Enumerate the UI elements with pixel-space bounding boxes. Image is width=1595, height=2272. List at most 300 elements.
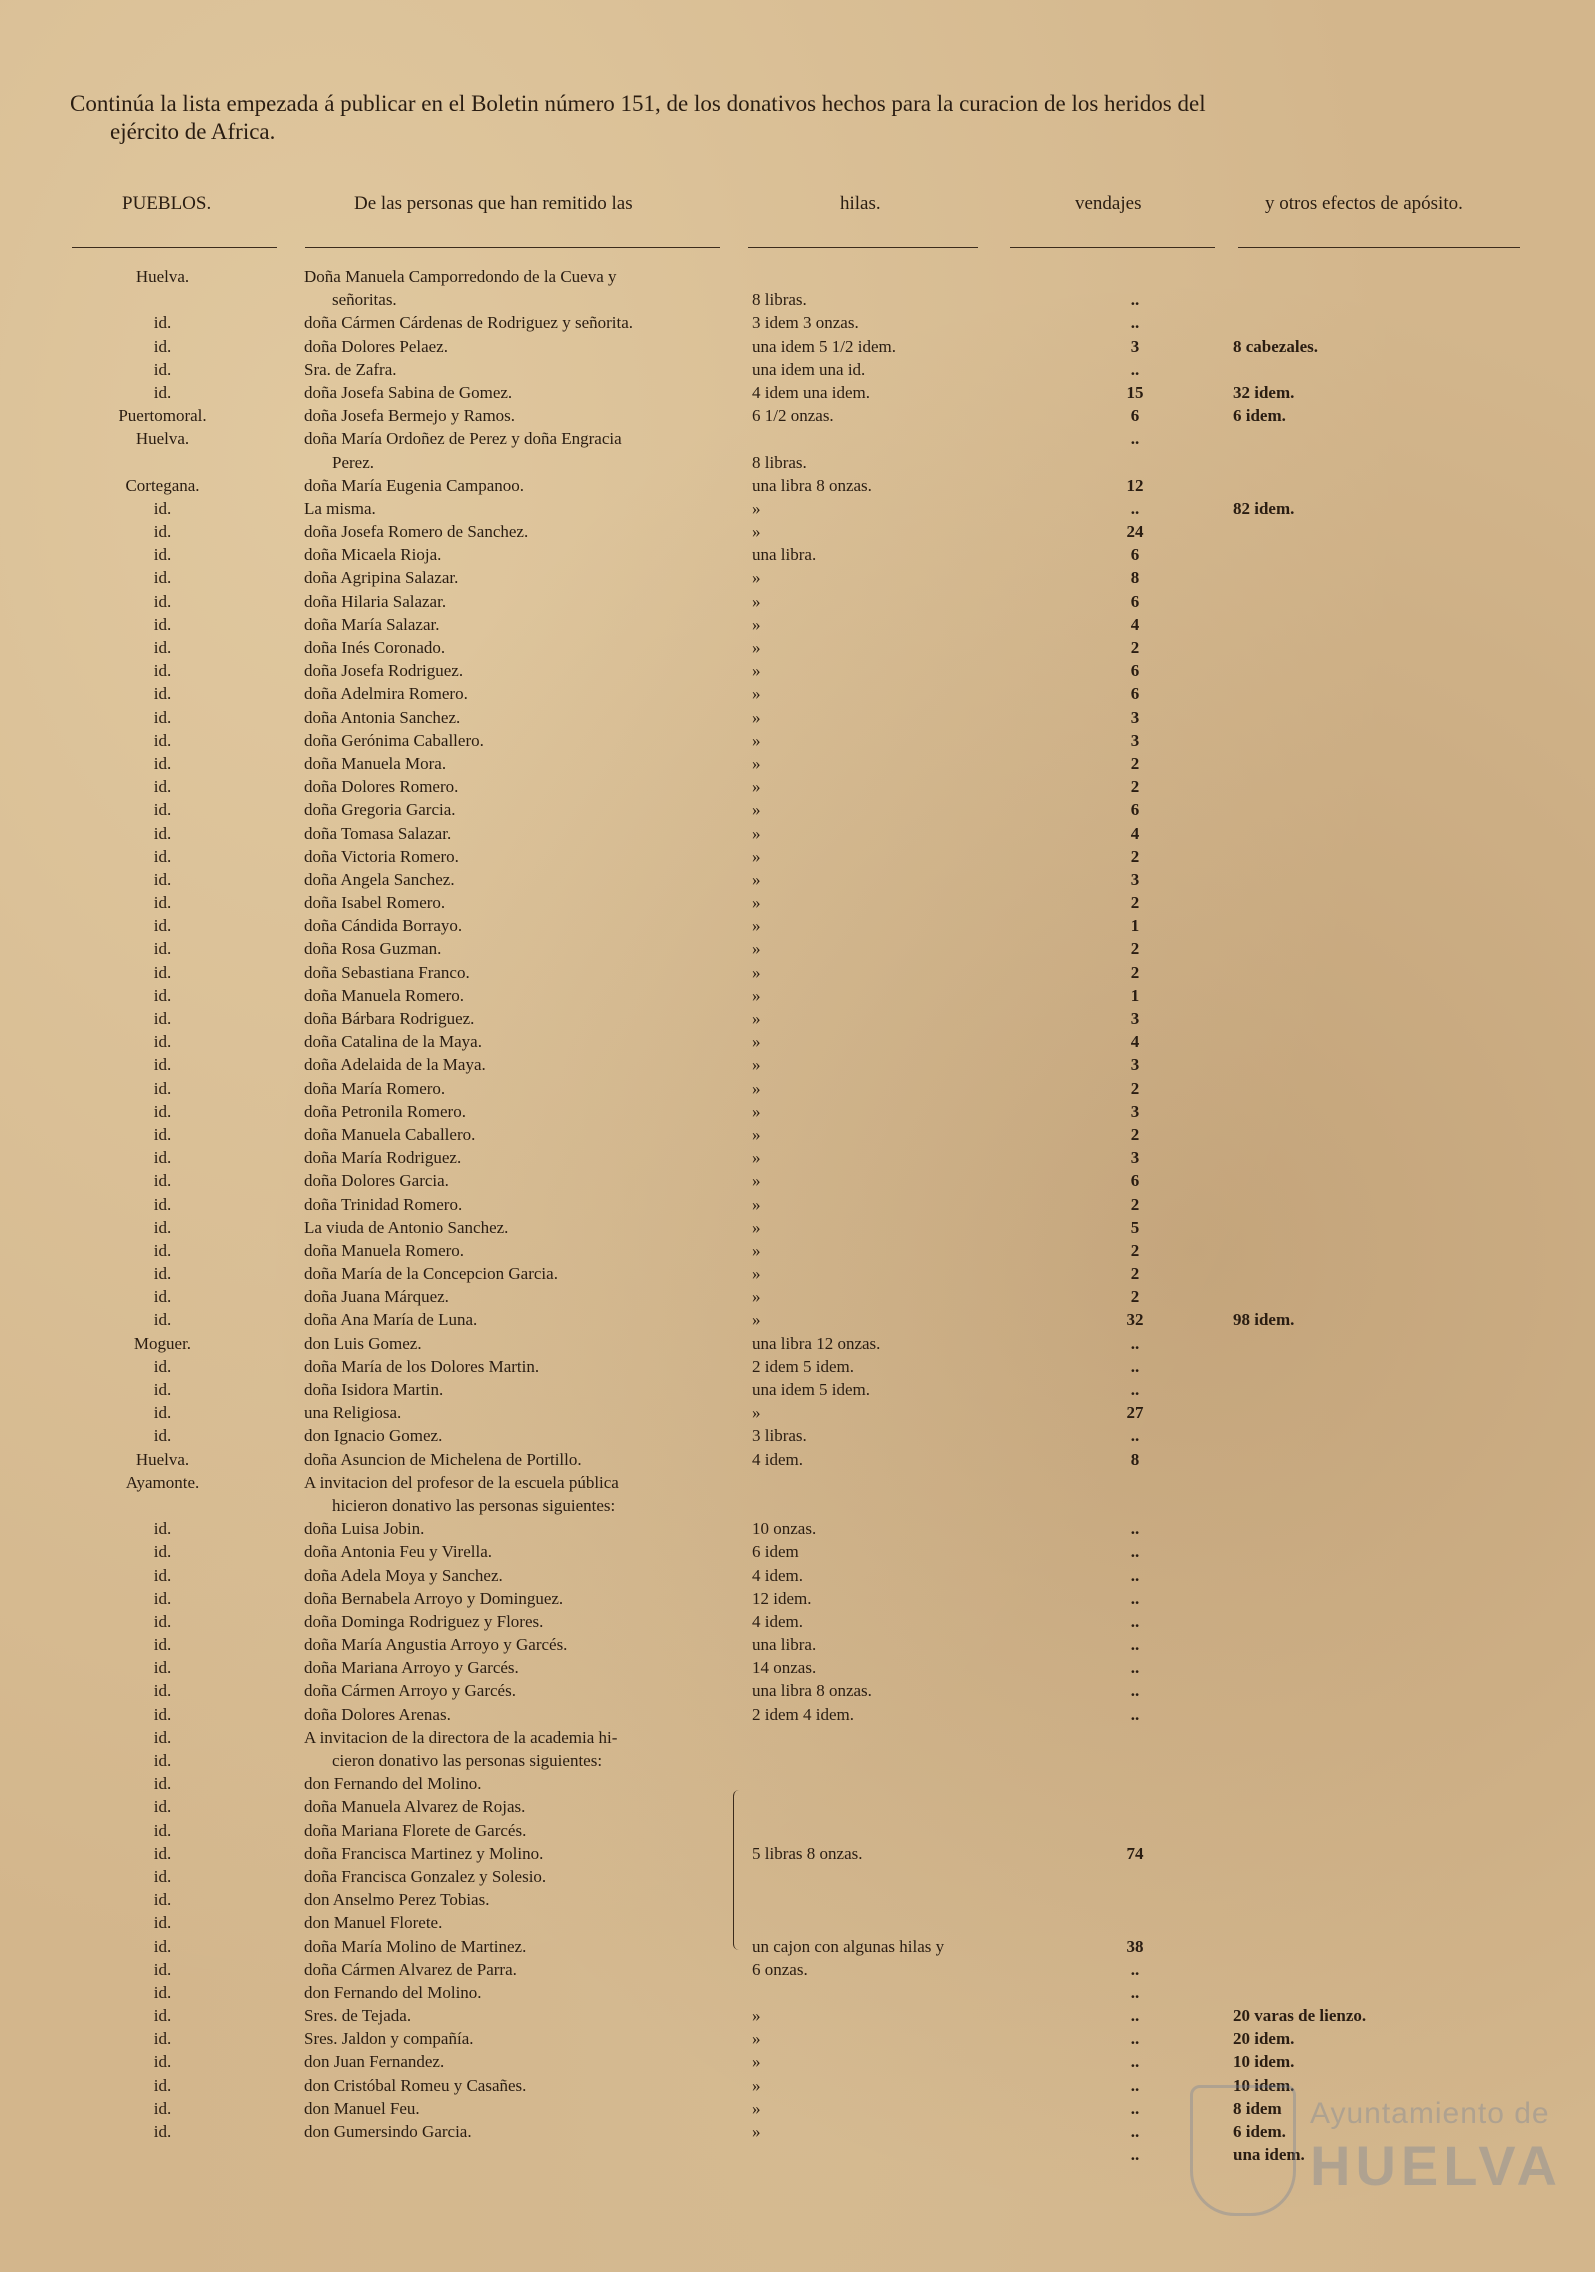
header-rule [748, 247, 978, 248]
table-row [0, 1564, 1595, 1587]
hilas-cell: » [752, 753, 761, 773]
pueblo-cell: id. [153, 1588, 172, 1608]
vendajes-cell: .. [1130, 1704, 1140, 1724]
donor-name-cell: doña Trinidad Romero. [304, 1194, 463, 1214]
donor-name-cell: doña Antonia Feu y Virella. [304, 1542, 492, 1562]
donor-name-cell: doña Sebastiana Franco. [304, 962, 470, 982]
vendajes-cell: .. [1130, 498, 1140, 518]
hilas-cell: 10 onzas. [752, 1519, 817, 1539]
vendajes-cell: 6 [1130, 406, 1140, 426]
hilas-cell: 3 libras. [752, 1426, 807, 1446]
table-row [0, 1100, 1595, 1123]
pueblo-cell: id. [153, 1611, 172, 1631]
vendajes-cell: .. [1130, 1681, 1140, 1701]
vendajes-cell: .. [1130, 2098, 1140, 2118]
donor-name-cell: doña Dolores Pelaez. [304, 336, 448, 356]
donor-name-cell: doña Cármen Alvarez de Parra. [304, 1959, 517, 1979]
table-row [0, 1077, 1595, 1100]
donor-name-cell: doña María Salazar. [304, 614, 440, 634]
pueblo-cell: id. [153, 684, 172, 704]
hilas-cell: 6 onzas. [752, 1959, 808, 1979]
hilas-cell: una libra. [752, 1635, 817, 1655]
vendajes-cell: 12 [1126, 475, 1144, 495]
table-row [0, 1169, 1595, 1192]
vendajes-cell: .. [1130, 1380, 1140, 1399]
donor-name-cell: doña Josefa Rodriguez. [304, 661, 464, 681]
donor-name-cell: doña Dominga Rodriguez y Flores. [304, 1611, 544, 1631]
donor-name-cell: doña Asuncion de Michelena de Portillo. [304, 1449, 582, 1469]
grouping-brace [733, 1790, 744, 1950]
vendajes-cell: 3 [1130, 1055, 1140, 1075]
table-row [0, 1865, 1595, 1888]
donor-name-cell: doña Dolores Arenas. [304, 1704, 451, 1724]
vendajes-cell: .. [1130, 1658, 1140, 1678]
vendajes-cell: 4 [1130, 1032, 1140, 1052]
table-row [0, 868, 1595, 891]
vendajes-cell: .. [1130, 1542, 1140, 1562]
donor-name-cell: don Manuel Florete. [304, 1913, 443, 1933]
donor-name-cell: Sres. Jaldon y compañía. [304, 2029, 474, 2049]
vendajes-cell: 3 [1130, 336, 1140, 356]
pueblo-cell: id. [153, 2122, 172, 2141]
hilas-cell: » [752, 568, 761, 588]
table-row [0, 636, 1595, 659]
pueblo-cell: id. [153, 707, 172, 727]
table-row [0, 311, 1595, 334]
table-row [0, 1703, 1595, 1726]
donor-name-cell: una Religiosa. [304, 1403, 402, 1423]
hilas-cell: » [752, 893, 761, 913]
pueblo-cell: id. [153, 1774, 172, 1794]
vendajes-cell: 1 [1130, 916, 1140, 936]
otros-efectos-cell: 82 idem. [1233, 498, 1295, 518]
hilas-cell: » [752, 823, 761, 843]
vendajes-cell: .. [1130, 1635, 1140, 1655]
pueblo-cell: id. [153, 1890, 172, 1910]
table-row [0, 335, 1595, 358]
otros-efectos-cell: 98 idem. [1233, 1310, 1295, 1330]
donor-name-cell: don Luis Gomez. [304, 1333, 422, 1353]
donor-name-cell: doña Rosa Guzman. [304, 939, 442, 959]
pueblo-cell: id. [153, 1032, 172, 1052]
vendajes-cell: .. [1130, 1588, 1140, 1608]
pueblo-cell: id. [153, 568, 172, 588]
otros-efectos-cell: 8 idem [1233, 2098, 1282, 2118]
vendajes-cell: .. [1130, 1333, 1140, 1353]
hilas-cell: » [752, 1124, 761, 1144]
vendajes-cell: .. [1130, 359, 1140, 379]
vendajes-cell: 32 [1126, 1310, 1144, 1330]
hilas-cell: » [752, 846, 761, 866]
vendajes-cell: 2 [1130, 962, 1140, 982]
pueblo-cell: id. [153, 2075, 172, 2095]
donor-name-cell: doña Cármen Arroyo y Garcés. [304, 1681, 516, 1701]
hilas-cell: 12 idem. [752, 1588, 812, 1608]
table-row [0, 1239, 1595, 1262]
vendajes-cell: 2 [1130, 1264, 1140, 1284]
vendajes-cell: 1 [1130, 985, 1140, 1005]
vendajes-cell: 3 [1130, 1101, 1140, 1121]
hilas-cell: » [752, 661, 761, 681]
donor-name-cell: doña Mariana Florete de Garcés. [304, 1820, 527, 1840]
pueblo-cell: id. [153, 777, 172, 797]
table-row [0, 845, 1595, 868]
donor-name-cell: doña Francisca Martinez y Molino. [304, 1843, 544, 1863]
vendajes-cell: 6 [1130, 684, 1140, 704]
table-row [0, 1494, 1595, 1517]
pueblo-cell: id. [153, 916, 172, 936]
table-row [0, 891, 1595, 914]
table-row [0, 590, 1595, 613]
pueblo-cell: id. [153, 2098, 172, 2118]
donor-name-cell: doña Victoria Romero. [304, 846, 459, 866]
hilas-cell: » [752, 985, 761, 1005]
table-row [0, 1981, 1595, 2004]
pueblo-cell: id. [153, 1959, 172, 1979]
pueblo-cell: id. [153, 1240, 172, 1260]
donor-name-cell: Sres. de Tejada. [304, 2006, 412, 2026]
vendajes-cell: 4 [1130, 823, 1140, 843]
pueblo-cell: id. [153, 1913, 172, 1933]
otros-efectos-cell: 6 idem. [1233, 406, 1286, 426]
table-row [0, 543, 1595, 566]
vendajes-cell: 74 [1126, 1843, 1144, 1863]
vendajes-cell: 2 [1130, 638, 1140, 657]
hilas-cell: » [752, 1310, 761, 1330]
donor-name-cell: doña Hilaria Salazar. [304, 591, 447, 611]
table-row [0, 1262, 1595, 1285]
donations-table [0, 265, 1595, 2166]
donor-name-cell: doña Cándida Borrayo. [304, 916, 463, 936]
table-row [0, 404, 1595, 427]
table-row [0, 520, 1595, 543]
vendajes-cell: .. [1130, 429, 1140, 449]
hilas-cell: 4 idem una idem. [752, 382, 871, 402]
donor-name-cell: doña Manuela Romero. [304, 1240, 465, 1260]
table-row [0, 1726, 1595, 1749]
pueblo-cell: id. [153, 545, 172, 565]
pueblo-cell: id. [153, 1727, 172, 1747]
donor-name-cell: doña Juana Márquez. [304, 1287, 449, 1307]
pueblo-cell: id. [153, 753, 172, 773]
header-rule [1010, 247, 1215, 248]
donor-name-cell: doña Gerónima Caballero. [304, 730, 484, 750]
vendajes-cell: 8 [1130, 1449, 1140, 1469]
table-row [0, 775, 1595, 798]
pueblo-cell: id. [153, 1403, 172, 1423]
otros-efectos-cell: 6 idem. [1233, 2122, 1286, 2141]
table-row [0, 1123, 1595, 1146]
table-row [0, 1007, 1595, 1030]
hilas-cell: 6 idem [752, 1542, 799, 1562]
pueblo-cell: Ayamonte. [125, 1472, 200, 1492]
donor-name-cell: doña Petronila Romero. [304, 1101, 466, 1121]
watermark-line-2: HUELVA [1310, 2134, 1562, 2197]
donor-name-cell: doña Gregoria Garcia. [304, 800, 456, 820]
header-rule [1238, 247, 1520, 248]
otros-efectos-cell: 10 idem. [1233, 2052, 1295, 2072]
hilas-cell: » [752, 2052, 761, 2072]
vendajes-cell: 3 [1130, 730, 1140, 750]
table-row [0, 566, 1595, 589]
table-row [0, 1911, 1595, 1934]
hilas-cell: » [752, 638, 761, 657]
donor-name-cell: doña Bernabela Arroyo y Dominguez. [304, 1588, 564, 1608]
header-rule [305, 247, 720, 248]
hilas-cell: » [752, 800, 761, 820]
table-row [0, 1332, 1595, 1355]
pueblo-cell: Huelva. [135, 267, 190, 286]
table-row [0, 497, 1595, 520]
header-personas: De las personas que han remitido las [354, 193, 633, 214]
pueblo-cell: id. [153, 939, 172, 959]
donor-name-cell: Doña Manuela Camporredondo de la Cueva y [304, 267, 617, 286]
donor-name-cell: doña Josefa Bermejo y Ramos. [304, 406, 516, 426]
intro-line-1: Continúa la lista empezada á publicar en el Boletin número 151, de los donativos hechos para la curacion de los heridos del [70, 91, 1206, 116]
otros-efectos-cell: 20 idem. [1233, 2029, 1295, 2049]
table-row [0, 1378, 1595, 1401]
hilas-cell: 5 libras 8 onzas. [752, 1843, 863, 1863]
table-row [0, 2050, 1595, 2073]
hilas-cell: » [752, 1055, 761, 1075]
donor-name-cell: hicieron donativo las personas siguientes: [332, 1495, 616, 1515]
hilas-cell: » [752, 1148, 761, 1168]
pueblo-cell: id. [153, 985, 172, 1005]
table-row [0, 1193, 1595, 1216]
pueblo-cell: id. [153, 1820, 172, 1840]
hilas-cell: » [752, 614, 761, 634]
hilas-cell: 14 onzas. [752, 1658, 817, 1678]
hilas-cell: un cajon con algunas hilas y [752, 1936, 945, 1956]
otros-efectos-cell: 32 idem. [1233, 382, 1295, 402]
table-row [0, 427, 1595, 450]
pueblo-cell: id. [153, 313, 172, 333]
pueblo-cell: id. [153, 869, 172, 889]
vendajes-cell: .. [1130, 1982, 1140, 2002]
pueblo-cell: id. [153, 1380, 172, 1399]
donor-name-cell: Sra. de Zafra. [304, 359, 397, 379]
hilas-cell: » [752, 962, 761, 982]
intro-paragraph [70, 90, 1520, 146]
hilas-cell: una libra 12 onzas. [752, 1333, 881, 1353]
vendajes-cell: 3 [1130, 707, 1140, 727]
pueblo-cell: id. [153, 614, 172, 634]
pueblo-cell: Cortegana. [125, 475, 200, 495]
pueblo-cell: id. [153, 730, 172, 750]
pueblo-cell: Moguer. [133, 1333, 192, 1353]
hilas-cell: » [752, 2075, 761, 2095]
table-row [0, 1679, 1595, 1702]
donor-name-cell: doña Antonia Sanchez. [304, 707, 461, 727]
donor-name-cell: doña María Eugenia Campanoo. [304, 475, 524, 495]
hilas-cell: » [752, 684, 761, 704]
donor-name-cell: don Manuel Feu. [304, 2098, 420, 2118]
city-shield-icon [1190, 2085, 1296, 2216]
hilas-cell: 6 1/2 onzas. [752, 406, 834, 426]
pueblo-cell: id. [153, 1101, 172, 1121]
donor-name-cell: doña Francisca Gonzalez y Solesio. [304, 1866, 547, 1886]
donor-name-cell: doña Isabel Romero. [304, 893, 446, 913]
table-row [0, 1401, 1595, 1424]
hilas-cell: » [752, 1217, 761, 1237]
vendajes-cell: 4 [1130, 614, 1140, 634]
pueblo-cell: id. [153, 962, 172, 982]
pueblo-cell: Huelva. [135, 1449, 190, 1469]
donor-name-cell: A invitacion de la directora de la academia hi- [304, 1727, 618, 1747]
pueblo-cell: id. [153, 591, 172, 611]
vendajes-cell: .. [1130, 1356, 1140, 1376]
donor-name-cell: doña Adelmira Romero. [304, 684, 468, 704]
pueblo-cell: id. [153, 1171, 172, 1191]
table-row [0, 2027, 1595, 2050]
vendajes-cell: 3 [1130, 1009, 1140, 1028]
donor-name-cell: cieron donativo las personas siguientes: [332, 1751, 603, 1770]
donor-name-cell: doña Angela Sanchez. [304, 869, 455, 889]
hilas-cell: » [752, 869, 761, 889]
pueblo-cell: id. [153, 1055, 172, 1075]
donor-name-cell: doña Isidora Martin. [304, 1380, 444, 1399]
table-row [0, 1216, 1595, 1239]
pueblo-cell: Puertomoral. [118, 406, 207, 426]
otros-efectos-cell: 20 varas de lienzo. [1233, 2006, 1367, 2026]
vendajes-cell: 2 [1130, 893, 1140, 913]
table-row [0, 1285, 1595, 1308]
hilas-cell: » [752, 522, 761, 542]
pueblo-cell: id. [153, 336, 172, 356]
vendajes-cell: 5 [1130, 1217, 1140, 1237]
vendajes-cell: 2 [1130, 1287, 1140, 1307]
donor-name-cell: doña Adelaida de la Maya. [304, 1055, 486, 1075]
donor-name-cell: A invitacion del profesor de la escuela pública [304, 1472, 619, 1492]
hilas-cell: » [752, 777, 761, 797]
pueblo-cell: id. [153, 661, 172, 681]
table-row [0, 1842, 1595, 1865]
header-rule [72, 247, 277, 248]
pueblo-cell: id. [153, 1936, 172, 1956]
table-row [0, 2004, 1595, 2027]
vendajes-cell: 27 [1126, 1403, 1144, 1423]
vendajes-cell: 6 [1130, 545, 1140, 565]
pueblo-cell: id. [153, 1797, 172, 1817]
hilas-cell: » [752, 1403, 761, 1423]
donor-name-cell: doña Inés Coronado. [304, 638, 446, 657]
vendajes-cell: .. [1130, 2006, 1140, 2026]
archive-watermark [1190, 2075, 1570, 2225]
table-row [0, 822, 1595, 845]
hilas-cell: » [752, 730, 761, 750]
table-row [0, 706, 1595, 729]
hilas-cell: » [752, 707, 761, 727]
pueblo-cell: id. [153, 1148, 172, 1168]
table-row [0, 961, 1595, 984]
hilas-cell: 4 idem. [752, 1565, 803, 1585]
donor-name-cell: doña Manuela Romero. [304, 985, 465, 1005]
vendajes-cell: 24 [1126, 522, 1144, 542]
otros-efectos-cell: 8 cabezales. [1233, 336, 1318, 356]
donor-name-cell: doña Josefa Romero de Sanchez. [304, 522, 529, 542]
donor-name-cell: doña Dolores Romero. [304, 777, 459, 797]
pueblo-cell: id. [153, 498, 172, 518]
vendajes-cell: 2 [1130, 1124, 1140, 1144]
hilas-cell: » [752, 2006, 761, 2026]
hilas-cell: » [752, 1171, 761, 1191]
hilas-cell: » [752, 2098, 761, 2118]
hilas-cell: » [752, 1287, 761, 1307]
pueblo-cell: id. [153, 1681, 172, 1701]
donor-name-cell: La misma. [304, 498, 376, 518]
donor-name-cell: don Fernando del Molino. [304, 1982, 482, 2002]
table-row [0, 381, 1595, 404]
pueblo-cell: id. [153, 1565, 172, 1585]
table-row [0, 1888, 1595, 1911]
vendajes-cell: 2 [1130, 1240, 1140, 1260]
pueblo-cell: id. [153, 893, 172, 913]
pueblo-cell: id. [153, 1542, 172, 1562]
header-hilas: hilas. [840, 193, 881, 214]
vendajes-cell: .. [1130, 1519, 1140, 1539]
donor-name-cell: doña Cármen Cárdenas de Rodriguez y señorita. [304, 313, 634, 333]
table-row [0, 474, 1595, 497]
vendajes-cell: 2 [1130, 846, 1140, 866]
vendajes-cell: 15 [1126, 382, 1144, 402]
table-row [0, 358, 1595, 381]
hilas-cell: » [752, 916, 761, 936]
pueblo-cell: id. [153, 1287, 172, 1307]
pueblo-cell: id. [153, 800, 172, 820]
donor-name-cell: doña Bárbara Rodriguez. [304, 1009, 475, 1028]
table-row [0, 1772, 1595, 1795]
pueblo-cell: id. [153, 2052, 172, 2072]
table-row [0, 1819, 1595, 1842]
hilas-cell: 3 idem 3 onzas. [752, 313, 859, 333]
hilas-cell: una libra 8 onzas. [752, 1681, 872, 1701]
table-row [0, 659, 1595, 682]
donor-name-cell: doña Catalina de la Maya. [304, 1032, 482, 1052]
hilas-cell: » [752, 591, 761, 611]
table-row [0, 798, 1595, 821]
donor-name-cell: doña Manuela Mora. [304, 753, 447, 773]
vendajes-cell: .. [1130, 2122, 1140, 2141]
table-row [0, 265, 1595, 288]
donor-name-cell: don Cristóbal Romeu y Casañes. [304, 2075, 527, 2095]
donor-name-cell: don Fernando del Molino. [304, 1774, 482, 1794]
table-row [0, 1030, 1595, 1053]
hilas-cell: » [752, 1264, 761, 1284]
table-row [0, 1587, 1595, 1610]
vendajes-cell: 38 [1126, 1936, 1144, 1956]
hilas-cell: 4 idem. [752, 1449, 803, 1469]
hilas-cell: » [752, 1009, 761, 1028]
vendajes-cell: .. [1130, 2145, 1140, 2165]
table-row [0, 1448, 1595, 1471]
pueblo-cell: id. [153, 1704, 172, 1724]
vendajes-cell: .. [1130, 1426, 1140, 1446]
hilas-cell: » [752, 498, 761, 518]
donor-name-cell: señoritas. [332, 290, 397, 310]
vendajes-cell: .. [1130, 1959, 1140, 1979]
pueblo-cell: id. [153, 1982, 172, 2002]
table-row [0, 1424, 1595, 1447]
donor-name-cell: doña Josefa Sabina de Gomez. [304, 382, 513, 402]
hilas-cell: » [752, 1194, 761, 1214]
pueblo-cell: id. [153, 1635, 172, 1655]
pueblo-cell: id. [153, 382, 172, 402]
vendajes-cell: .. [1130, 290, 1140, 310]
header-otros: y otros efectos de apósito. [1265, 193, 1463, 214]
vendajes-cell: .. [1130, 2075, 1140, 2095]
table-row [0, 1958, 1595, 1981]
table-row [0, 1355, 1595, 1378]
